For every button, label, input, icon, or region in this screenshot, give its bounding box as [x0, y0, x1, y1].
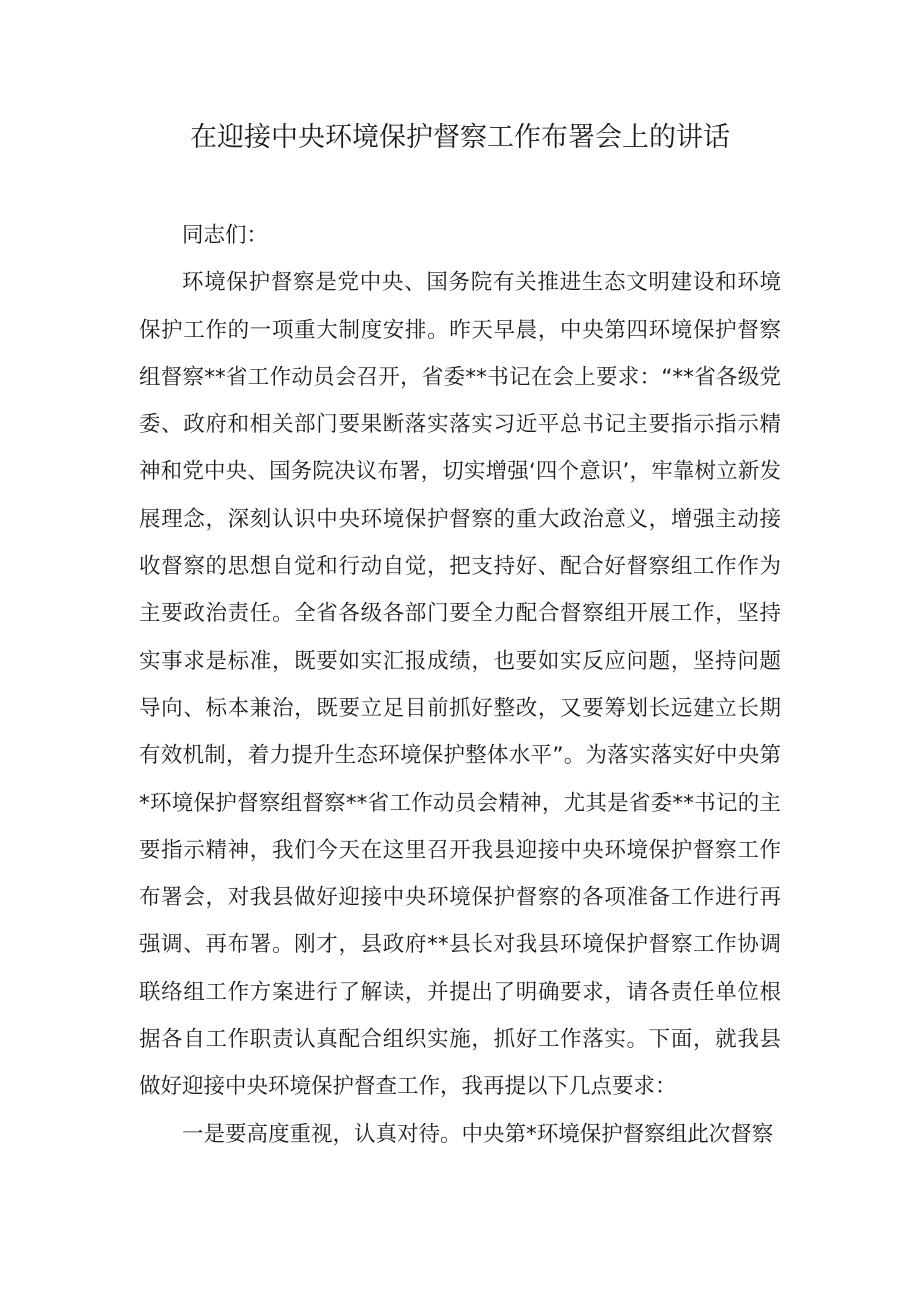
document-body [139, 212, 781, 1158]
paragraph-intro: 环境保护督察是党中央、国务院有关推进生态文明建设和环境保护工作的一项重大制度安排。昨天早晨，中央第四环境保护督察组督察**省工作动员会召开，省委**书记在会上要求：“**省各级党委、政府和相关部门要果断落实落实习近平总书记主要指示指示精神和党中央、国务院决议布署，切实增强‘四个意识’，牢靠树立新发展理念，深刻认识中央环境保护督察的重大政治意义，增强主动接收督察的思想自觉和行动自觉，把支持好、配合好督察组工作作为主要政治责任。全省各级各部门要全力配合督察组开展工作，坚持实事求是标准，既要如实汇报成绩，也要如实反应问题，坚持问题导向、标本兼治，既要立足目前抓好整改，又要筹划长远建立长期有效机制，着力提升生态环境保护整体水平”。为落实落实好中央第*环境保护督察组督察**省工作动员会精神，尤其是省委**书记的主要指示精神，我们今天在这里召开我县迎接中央环境保护督察工作布署会，对我县做好迎接中央环境保护督察的各项准备工作进行再强调、再布署。刚才，县政府**县长对我县环境保护督察工作协调联络组工作方案进行了解读，并提出了明确要求，请各责任单位根据各自工作职责认真配合组织实施，抓好工作落实。下面，就我县做好迎接中央环境保护督查工作，我再提以下几点要求： [139, 270, 781, 1100]
salutation: 同志们： [182, 223, 269, 248]
paragraph-point-one: 一是要高度重视，认真对待。中央第*环境保护督察组此次督察 [182, 1121, 774, 1147]
document-title: 在迎接中央环境保护督察工作布署会上的讲话 [190, 122, 730, 153]
